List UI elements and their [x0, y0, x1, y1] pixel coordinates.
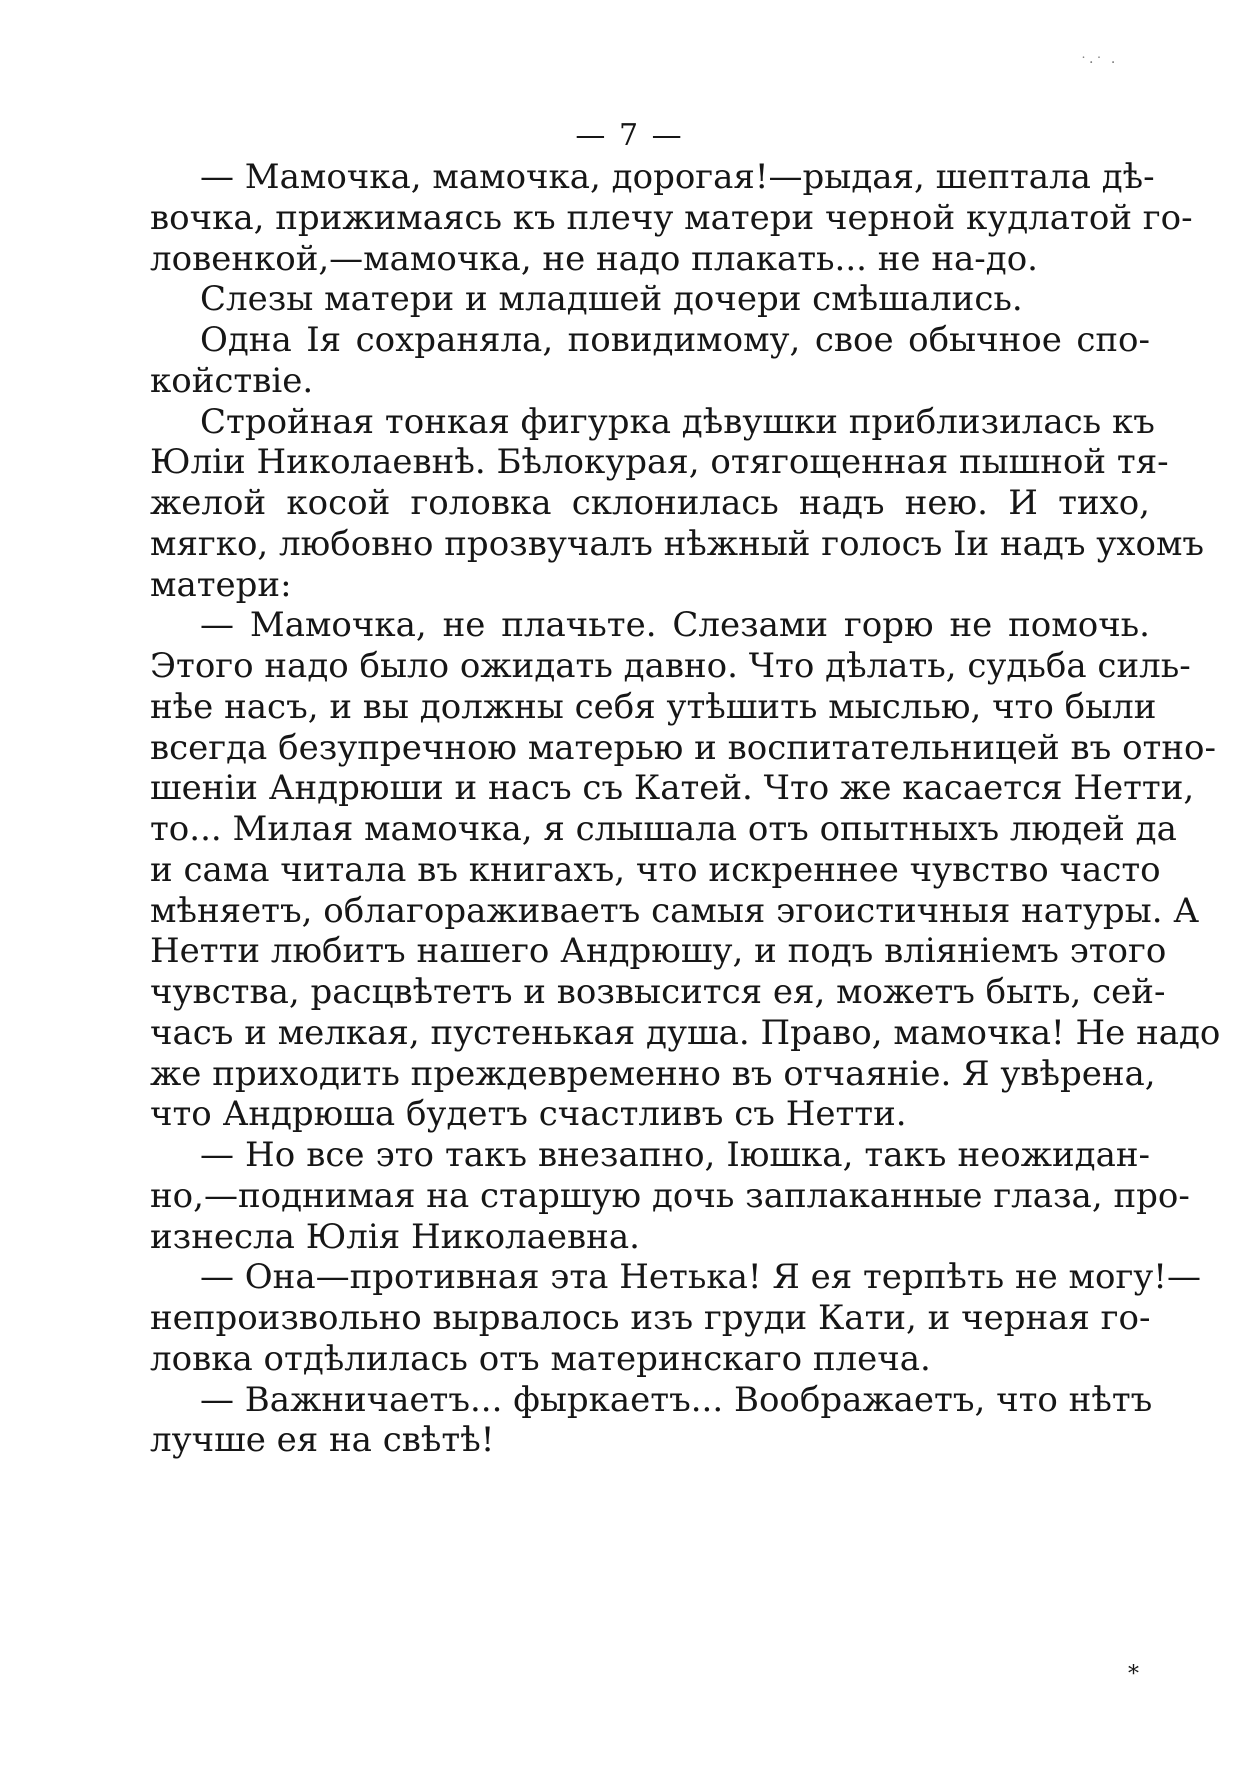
text-line: часъ и мелкая, пустенькая душа. Право, мамочка! Не надо [150, 1012, 1221, 1053]
text-line: изнесла Юлiя Николаевна. [150, 1216, 640, 1257]
text-line: Стройная тонкая фигурка дѣвушки приблизилась къ [200, 401, 1155, 442]
text-line: непроизвольно вырвалось изъ груди Кати, и черная го- [150, 1298, 1151, 1338]
text-line: чувства, расцвѣтетъ и возвысится ея, можетъ быть, сей- [150, 972, 1166, 1012]
page-body-text [150, 157, 1221, 1461]
text-line: Нетти любитъ нашего Андрюшу, и подъ влiянiемъ этого [150, 931, 1167, 972]
text-line: Этого надо было ожидать давно. Что дѣлать, судьба силь- [150, 646, 1191, 686]
text-line: ловенкой,—мамочка, не надо плакать... не на-до. [150, 238, 1038, 279]
text-line: то... Милая мамочка, я слышала отъ опытныхъ людей да [150, 809, 1177, 849]
text-line: нѣе насъ, и вы должны себя утѣшить мыслью, что были [150, 686, 1157, 727]
text-line: желой косой головка склонилась надъ нею. И тихо, [150, 483, 1150, 523]
text-line: что Андрюша будетъ счастливъ съ Нетти. [150, 1094, 907, 1135]
text-line: ловка отдѣлилась отъ материнскаго плеча. [150, 1338, 931, 1379]
page-number: — 7 — [575, 118, 684, 153]
text-line: мягко, любовно прозвучалъ нѣжный голосъ Iи надъ ухомъ [150, 523, 1205, 564]
text-line: койствiе. [150, 360, 314, 401]
text-line: шенiи Андрюши и насъ съ Катей. Что же касается Нетти, [150, 768, 1195, 809]
text-line: — Она—противная эта Нетька! Я ея терпѣть не могу!— [200, 1257, 1201, 1298]
text-line: вочка, прижимаясь къ плечу матери черной кудлатой го- [150, 197, 1193, 238]
text-line: мѣняетъ, облагораживаетъ самыя эгоистичныя натуры. А [150, 890, 1200, 931]
text-line: — Мамочка, не плачьте. Слезами горю не помочь. [200, 605, 1150, 646]
text-line: Слезы матери и младшей дочери смѣшались. [200, 279, 1023, 320]
text-line: — Мамочка, мамочка, дорогая!—рыдая, шептала дѣ- [200, 157, 1155, 197]
text-line: Юлiи Николаевнѣ. Бѣлокурая, отягощенная пышной тя- [150, 442, 1169, 483]
scan-speck-decoration: ˙·˙ · [1080, 55, 1118, 71]
text-line: Одна Iя сохраняла, повидимому, свое обычное спо- [200, 320, 1150, 360]
footer-mark: * [1128, 1662, 1139, 1687]
text-line: — Важничаетъ... фыркаетъ... Воображаетъ, что нѣтъ [200, 1379, 1153, 1420]
text-line: но,—поднимая на старшую дочь заплаканные глаза, про- [150, 1175, 1190, 1216]
text-line: матери: [150, 564, 292, 605]
text-line: и сама читала въ книгахъ, что искреннее чувство часто [150, 849, 1161, 890]
text-line: лучше ея на свѣтѣ! [150, 1420, 495, 1461]
text-line: всегда безупречною матерью и воспитательницей въ отно- [150, 727, 1216, 768]
text-line: же приходить преждевременно въ отчаянiе. Я увѣрена, [150, 1053, 1156, 1094]
text-line: — Но все это такъ внезапно, Iюшка, такъ неожидан- [200, 1135, 1150, 1175]
